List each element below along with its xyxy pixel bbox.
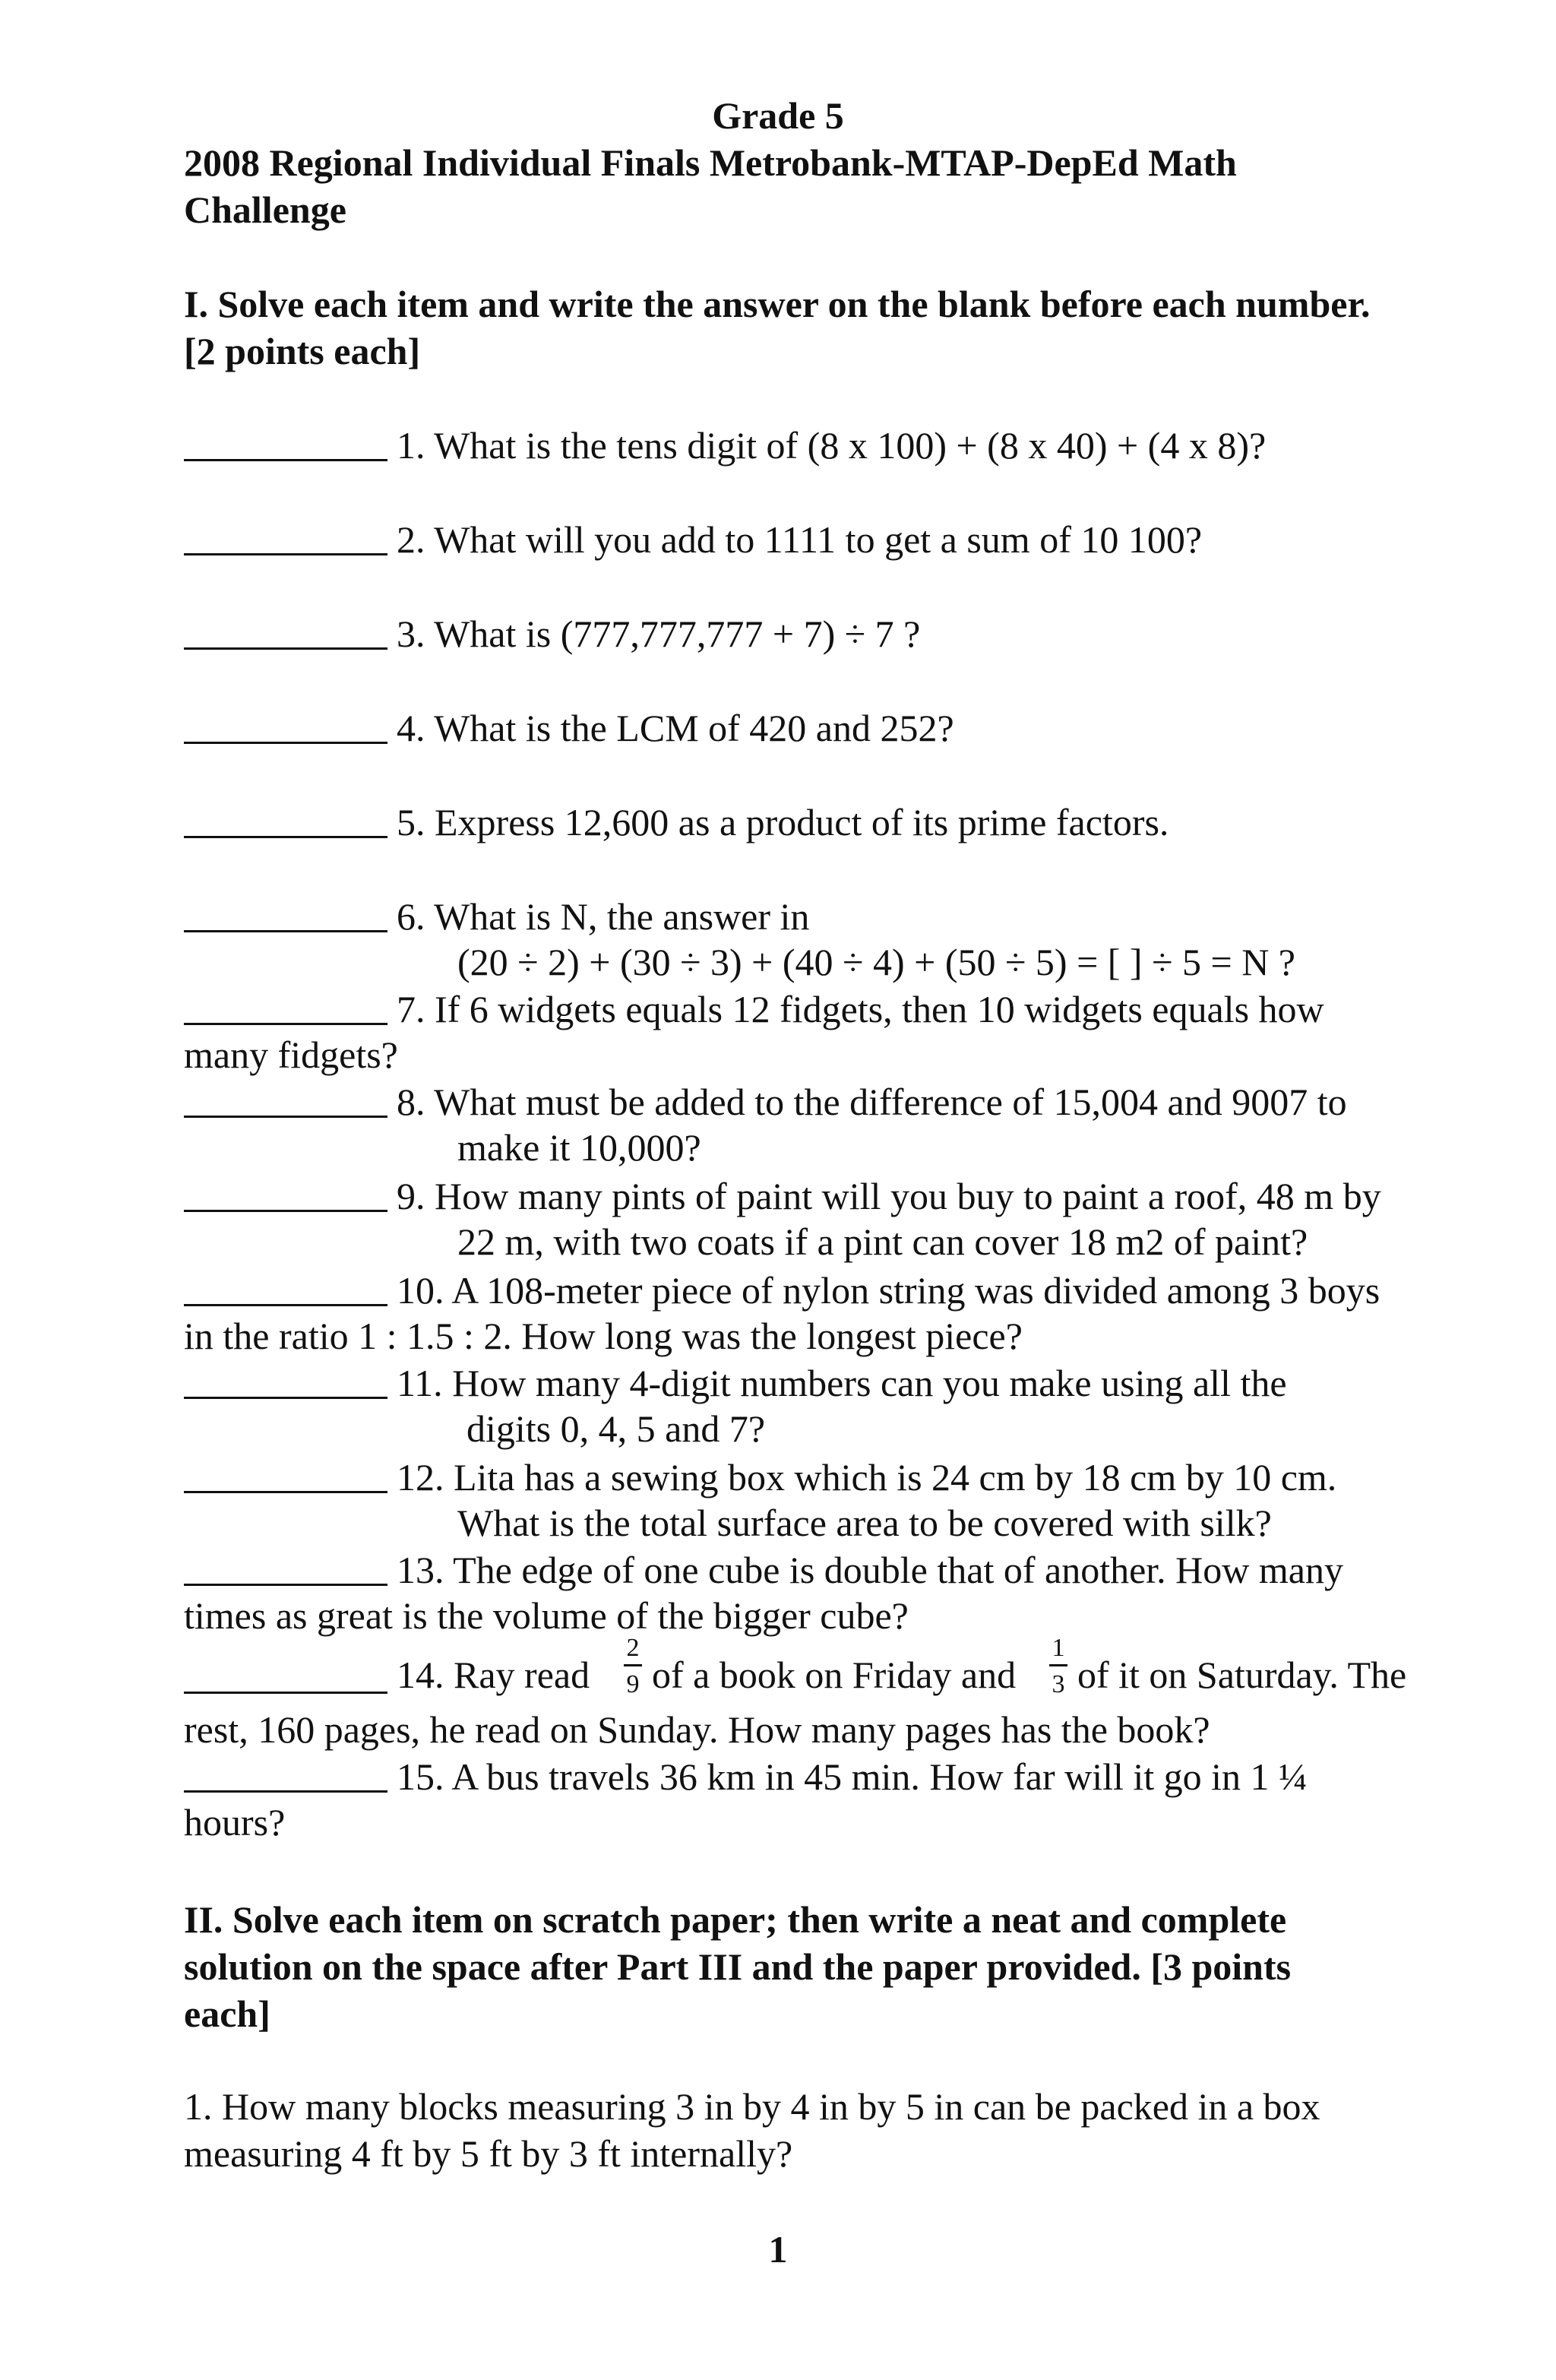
- question-14-part-c: of it on Saturday. The: [1077, 1654, 1407, 1696]
- answer-blank-11[interactable]: [184, 1397, 387, 1399]
- fraction-2-denominator: 3: [1052, 1670, 1065, 1698]
- part1-instruction-line-1: I. Solve each item and write the answer on the blank before each number.: [184, 283, 1371, 325]
- question-14-part-a: 14. Ray read: [397, 1654, 590, 1696]
- title-line-2: Challenge: [184, 188, 346, 231]
- answer-blank-2[interactable]: [184, 553, 387, 555]
- answer-blank-7[interactable]: [184, 1023, 387, 1025]
- part2-instruction-line-1: II. Solve each item on scratch paper; then write a neat and complete: [184, 1898, 1287, 1941]
- question-9-line-2: 22 m, with two coats if a pint can cover 18 m2 of paint?: [457, 1220, 1308, 1263]
- question-1: 1. What is the tens digit of (8 x 100) + (8 x 40) + (4 x 8)?: [397, 424, 1267, 467]
- question-15-line-2: hours?: [184, 1801, 286, 1844]
- answer-blank-14[interactable]: [184, 1692, 387, 1694]
- question-9-line-1: 9. How many pints of paint will you buy to paint a roof, 48 m by: [397, 1175, 1381, 1217]
- question-6-line-2: (20 ÷ 2) + (30 ÷ 3) + (40 ÷ 4) + (50 ÷ 5) = [ ] ÷ 5 = N ?: [457, 941, 1296, 983]
- fraction-1-denominator: 9: [626, 1670, 640, 1698]
- fraction-1-bar: [624, 1664, 642, 1666]
- answer-blank-3[interactable]: [184, 647, 387, 650]
- question-11-line-2: digits 0, 4, 5 and 7?: [466, 1407, 766, 1450]
- part2-instruction-line-2: solution on the space after Part III and the paper provided. [3 points: [184, 1945, 1292, 1988]
- question-14-line-2: rest, 160 pages, he read on Sunday. How many pages has the book?: [184, 1708, 1210, 1751]
- question-12-line-2: What is the total surface area to be covered with silk?: [457, 1502, 1272, 1544]
- part2-instruction-line-3: each]: [184, 1992, 270, 2035]
- part2-question-1-line-1: 1. How many blocks measuring 3 in by 4 in by 5 in can be packed in a box: [184, 2085, 1320, 2128]
- question-10-line-1: 10. A 108-meter piece of nylon string was divided among 3 boys: [397, 1269, 1380, 1312]
- title-line-1: 2008 Regional Individual Finals Metrobank-MTAP-DepEd Math: [184, 141, 1237, 184]
- answer-blank-15[interactable]: [184, 1790, 387, 1793]
- question-4: 4. What is the LCM of 420 and 252?: [397, 707, 954, 749]
- question-3: 3. What is (777,777,777 + 7) ÷ 7 ?: [397, 612, 921, 655]
- answer-blank-12[interactable]: [184, 1491, 387, 1493]
- fraction-1-numerator: 2: [626, 1634, 640, 1662]
- question-6-line-1: 6. What is N, the answer in: [397, 895, 810, 938]
- question-8-line-2: make it 10,000?: [457, 1126, 701, 1169]
- question-12-line-1: 12. Lita has a sewing box which is 24 cm by 18 cm by 10 cm.: [397, 1456, 1337, 1499]
- fraction-2-bar: [1049, 1664, 1067, 1666]
- question-13-line-1: 13. The edge of one cube is double that of another. How many: [397, 1549, 1343, 1591]
- page-number: 1: [768, 2228, 788, 2271]
- question-7-line-1: 7. If 6 widgets equals 12 fidgets, then 10 widgets equals how: [397, 988, 1324, 1030]
- part1-instruction-line-2: [2 points each]: [184, 330, 421, 372]
- question-5: 5. Express 12,600 as a product of its prime factors.: [397, 801, 1169, 843]
- question-8-line-1: 8. What must be added to the difference of 15,004 and 9007 to: [397, 1081, 1347, 1123]
- answer-blank-6[interactable]: [184, 930, 387, 932]
- question-2: 2. What will you add to 1111 to get a sum of 10 100?: [397, 518, 1203, 561]
- answer-blank-9[interactable]: [184, 1210, 387, 1212]
- question-11-line-1: 11. How many 4-digit numbers can you make using all the: [397, 1362, 1287, 1404]
- question-15-line-1: 15. A bus travels 36 km in 45 min. How far will it go in 1 ¼: [397, 1755, 1308, 1798]
- question-13-line-2: times as great is the volume of the bigger cube?: [184, 1594, 909, 1637]
- grade-heading: Grade 5: [712, 94, 844, 137]
- fraction-2-numerator: 1: [1052, 1634, 1065, 1662]
- answer-blank-10[interactable]: [184, 1304, 387, 1306]
- question-14-part-b: of a book on Friday and: [652, 1654, 1017, 1696]
- question-7-line-2: many fidgets?: [184, 1033, 398, 1076]
- answer-blank-4[interactable]: [184, 742, 387, 744]
- answer-blank-1[interactable]: [184, 459, 387, 461]
- part2-question-1-line-2: measuring 4 ft by 5 ft by 3 ft internally?: [184, 2132, 793, 2175]
- answer-blank-13[interactable]: [184, 1584, 387, 1586]
- question-10-line-2: in the ratio 1 : 1.5 : 2. How long was the longest piece?: [184, 1315, 1023, 1357]
- answer-blank-8[interactable]: [184, 1116, 387, 1118]
- answer-blank-5[interactable]: [184, 836, 387, 838]
